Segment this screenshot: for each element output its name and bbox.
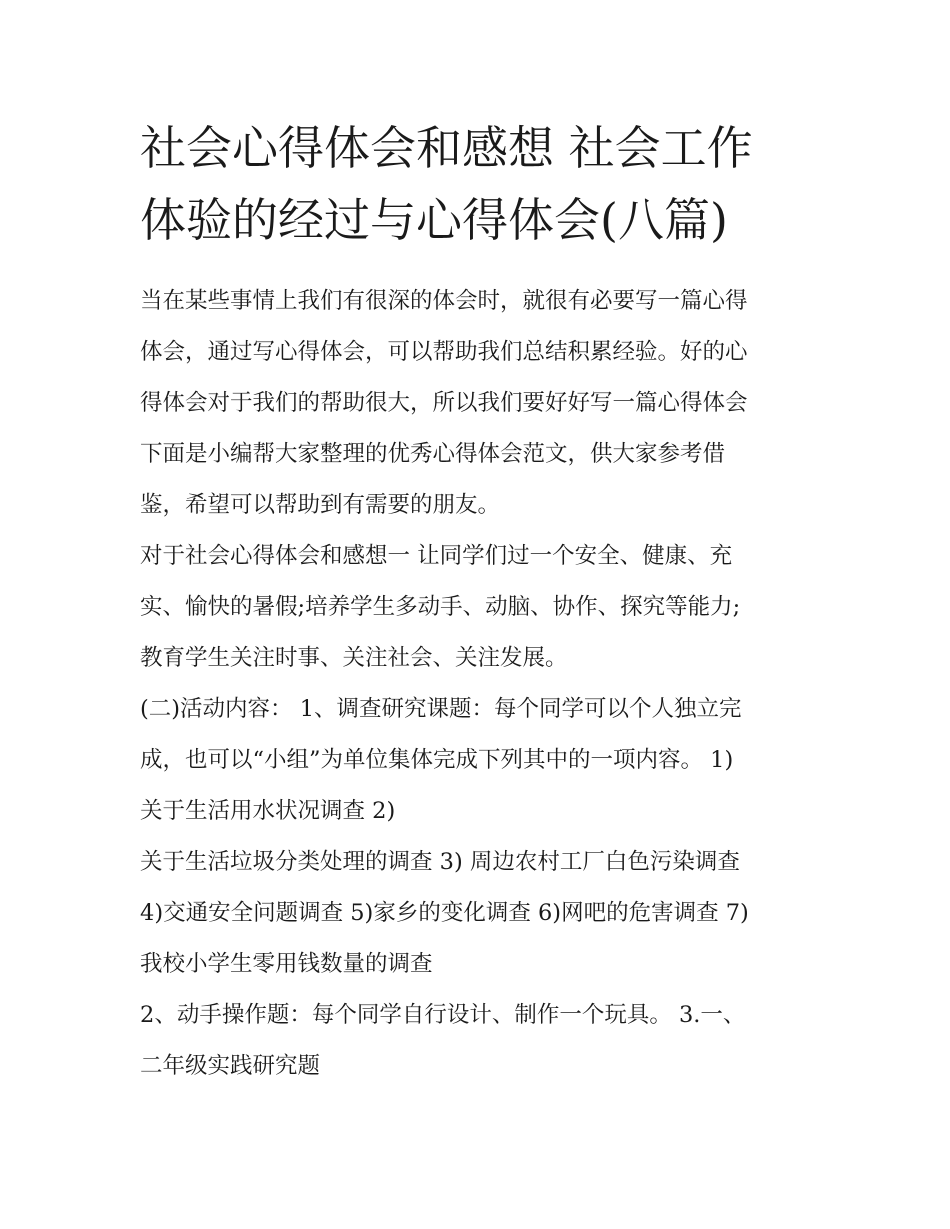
body-line-16: 二年级实践研究题 bbox=[140, 1053, 321, 1079]
body-line-6: 对于社会心得体会和感想一 让同学们过一个安全、健康、充 bbox=[140, 543, 733, 569]
body-line-9: (二)活动内容： 1、调查研究课题：每个同学可以个人独立完 bbox=[140, 696, 742, 722]
body-line-14: 我校小学生零用钱数量的调查 bbox=[140, 951, 433, 977]
document-body bbox=[140, 276, 820, 1092]
document-title bbox=[140, 112, 820, 256]
body-line-13: 4)交通安全问题调查 5)家乡的变化调查 6)网吧的危害调查 7) bbox=[140, 900, 749, 926]
body-line-5: 鉴，希望可以帮助到有需要的朋友。 bbox=[140, 492, 501, 518]
body-line-15: 2、动手操作题：每个同学自行设计、制作一个玩具。 3.一、 bbox=[140, 1002, 746, 1028]
body-line-10: 成，也可以“小组”为单位集体完成下列其中的一项内容。 1) bbox=[140, 747, 734, 773]
body-line-3: 得体会对于我们的帮助很大，所以我们要好好写一篇心得体会 bbox=[140, 390, 748, 416]
body-line-1: 当在某些事情上我们有很深的体会时，就很有必要写一篇心得 bbox=[140, 288, 748, 314]
body-line-4: 下面是小编帮大家整理的优秀心得体会范文，供大家参考借 bbox=[140, 441, 726, 467]
title-line-2: 体验的经过与心得体会(八篇) bbox=[140, 193, 728, 247]
body-line-11: 关于生活用水状况调查 2) bbox=[140, 798, 396, 824]
body-line-8: 教育学生关注时事、关注社会、关注发展。 bbox=[140, 645, 568, 671]
body-line-12: 关于生活垃圾分类处理的调查 3) 周边农村工厂白色污染调查 bbox=[140, 849, 740, 875]
title-line-1: 社会心得体会和感想 社会工作 bbox=[140, 121, 753, 175]
body-line-2: 体会，通过写心得体会，可以帮助我们总结积累经验。好的心 bbox=[140, 339, 748, 365]
body-line-7: 实、愉快的暑假;培养学生多动手、动脑、协作、探究等能力; bbox=[140, 594, 741, 620]
